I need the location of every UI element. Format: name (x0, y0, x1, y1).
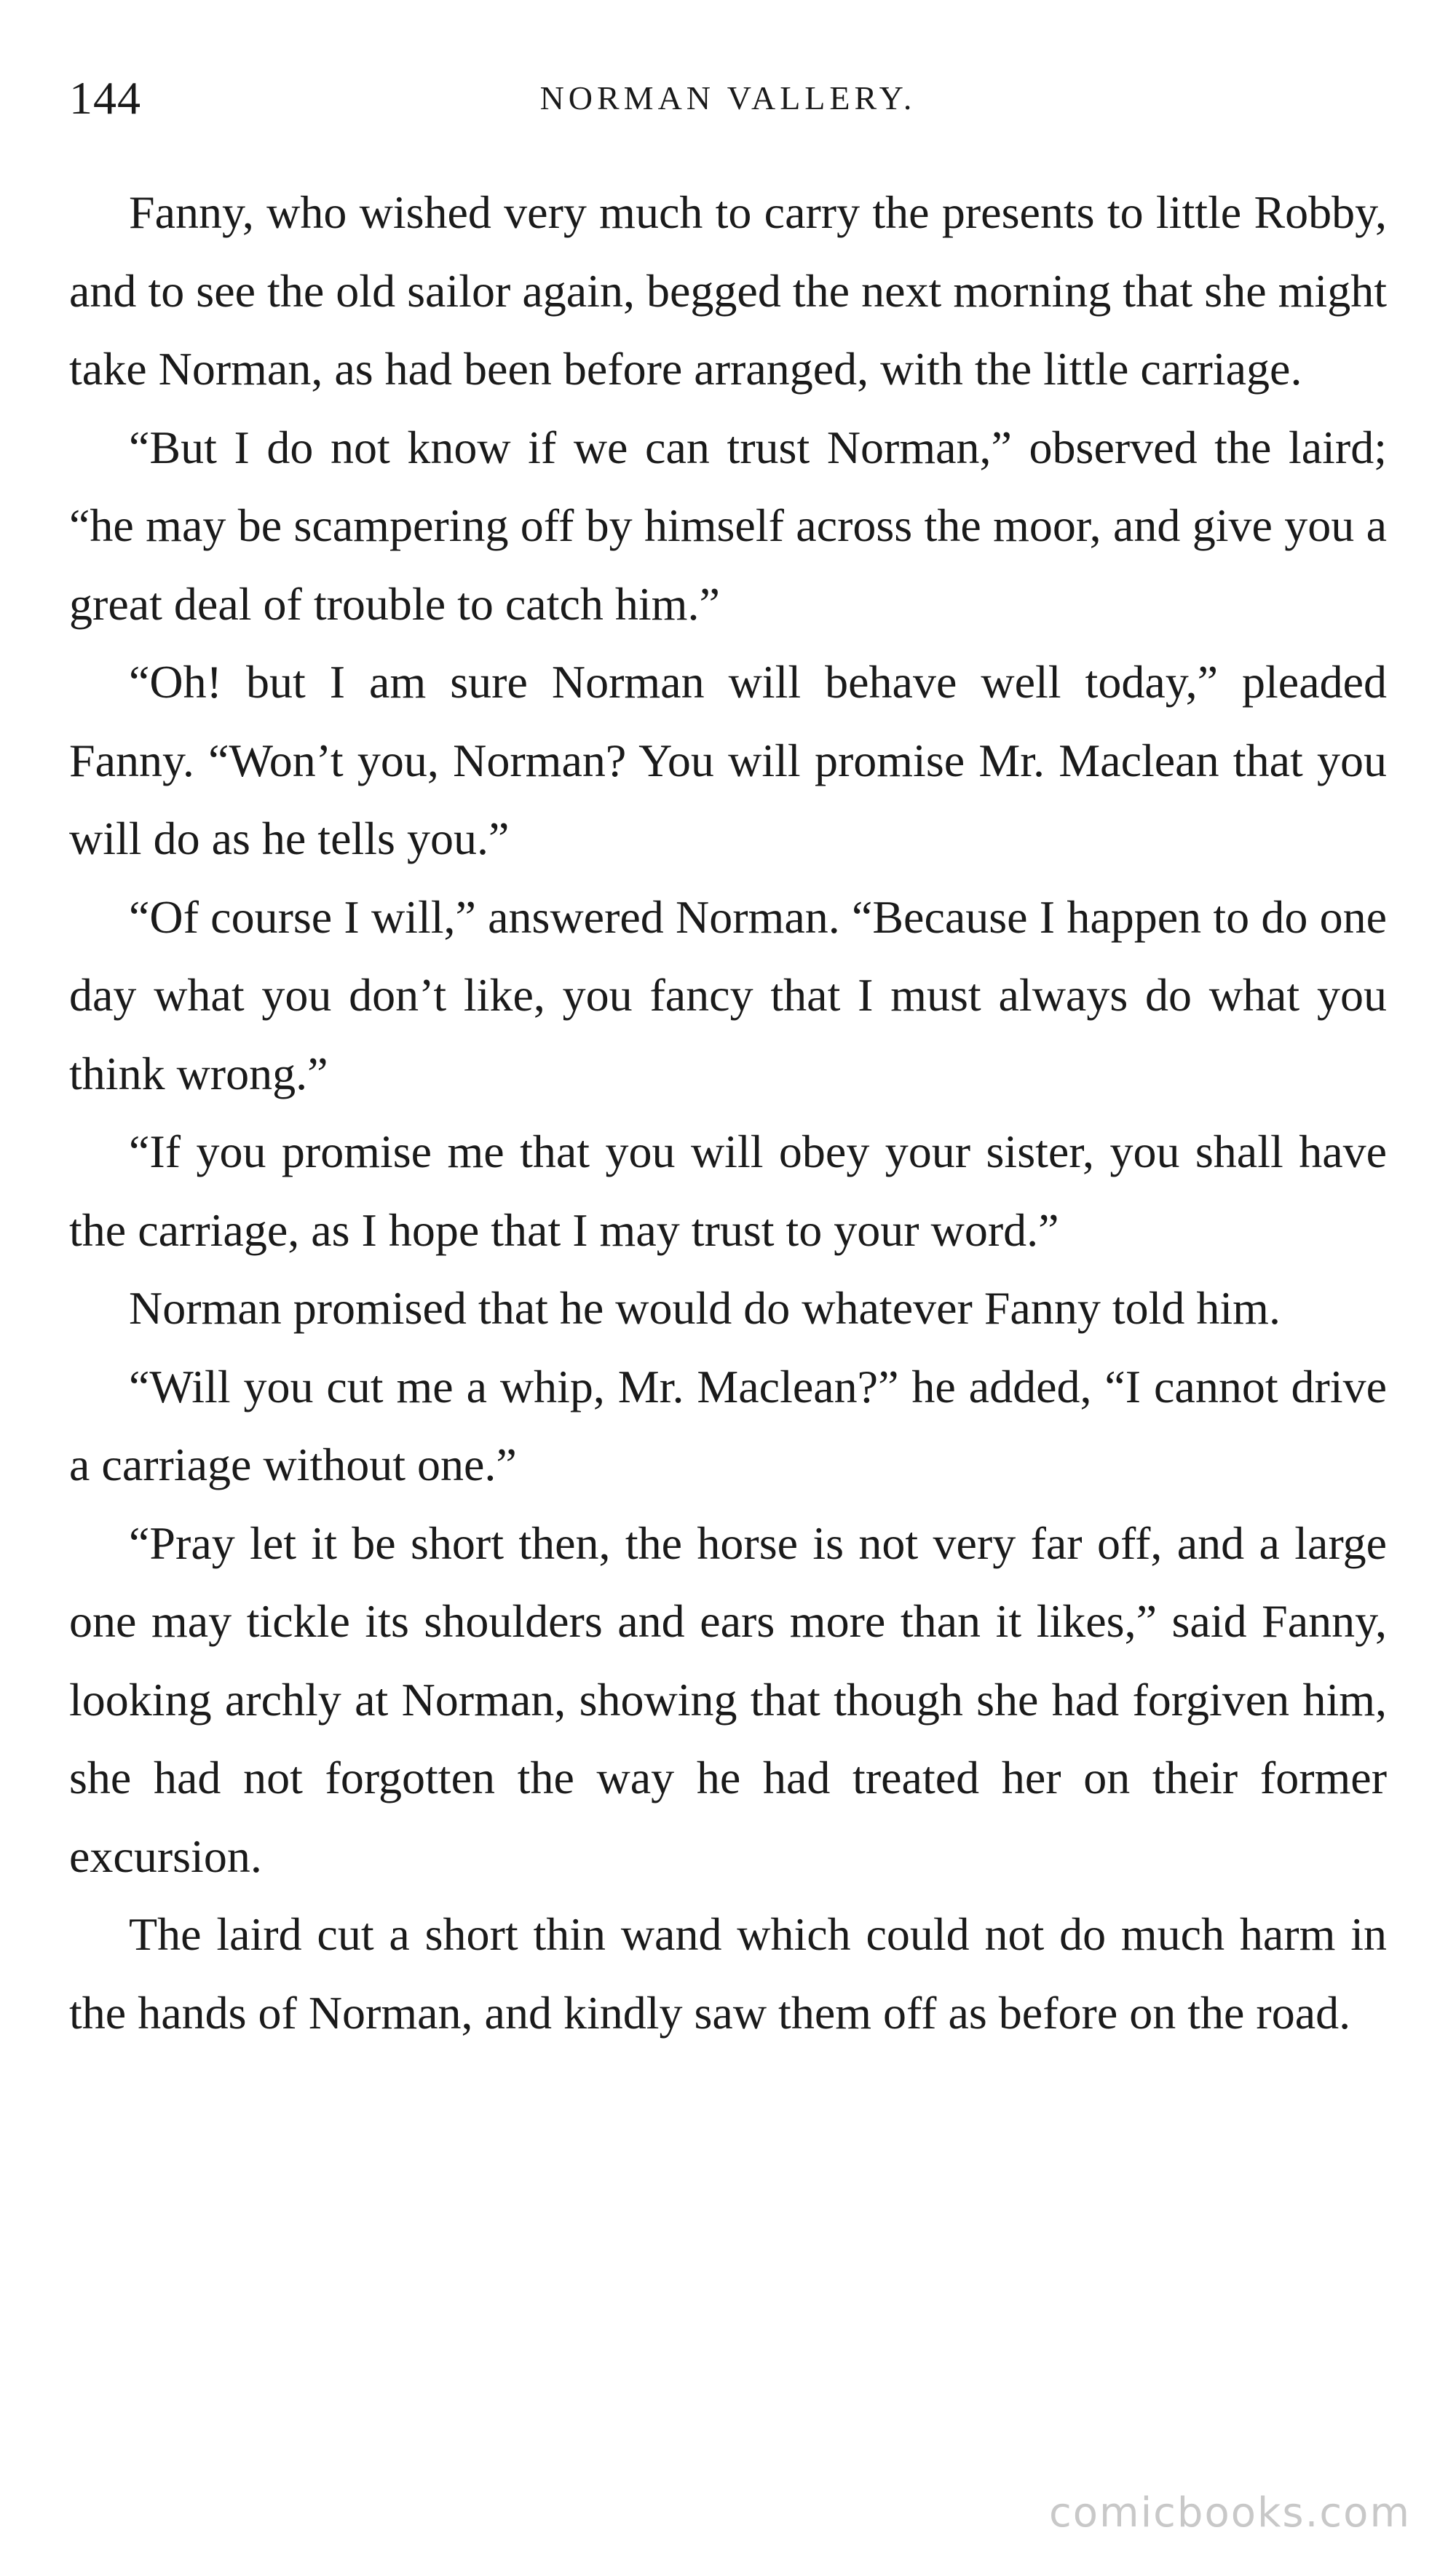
paragraph: Norman promised that he would do whatever Fanny told him. (129, 1282, 1281, 1334)
running-head: NORMAN VALLERY. (539, 79, 917, 116)
paragraph: “Will you cut me a whip, Mr. Maclean?” he added, “I cannot drive a carriage without one.” (69, 1360, 1387, 1490)
paragraph: “But I do not know if we can trust Norman,” observed the laird; “he may be scampering off by himself across the moor, and give you a great deal of trouble to catch him.” (69, 421, 1387, 630)
paragraph: “Of course I will,” answered Norman. “Because I happen to do one day what you don’t like, you fancy that I must always do what you think wrong.” (69, 890, 1387, 1099)
watermark: comicbooks.com (1048, 2489, 1411, 2537)
paragraph: “If you promise me that you will obey your sister, you shall have the carriage, as I hope that I may trust to your word.” (69, 1126, 1387, 1256)
page-number: 144 (69, 72, 141, 124)
paragraph: “Pray let it be short then, the horse is not very far off, and a large one may tickle its shoulders and ears more than it likes,” said Fanny, looking archly at Norman, showing that though she had forgiven him, she had not forgotten the way he had treated her on their former excursion. (69, 1517, 1387, 1882)
paragraph: The laird cut a short thin wand which could not do much harm in the hands of Norman, and kindly saw them off as before on the road. (69, 1908, 1387, 2039)
paragraph: “Oh! but I am sure Norman will behave well today,” pleaded Fanny. “Won’t you, Norman? You will promise Mr. Maclean that you will do as he tells you.” (69, 656, 1387, 864)
body-text (69, 173, 1387, 2052)
paragraph: Fanny, who wished very much to carry the presents to little Robby, and to see the old sailor again, begged the next morning that she might take Norman, as had been before arranged, with the little carriage. (69, 186, 1387, 395)
page-header (69, 69, 1387, 127)
